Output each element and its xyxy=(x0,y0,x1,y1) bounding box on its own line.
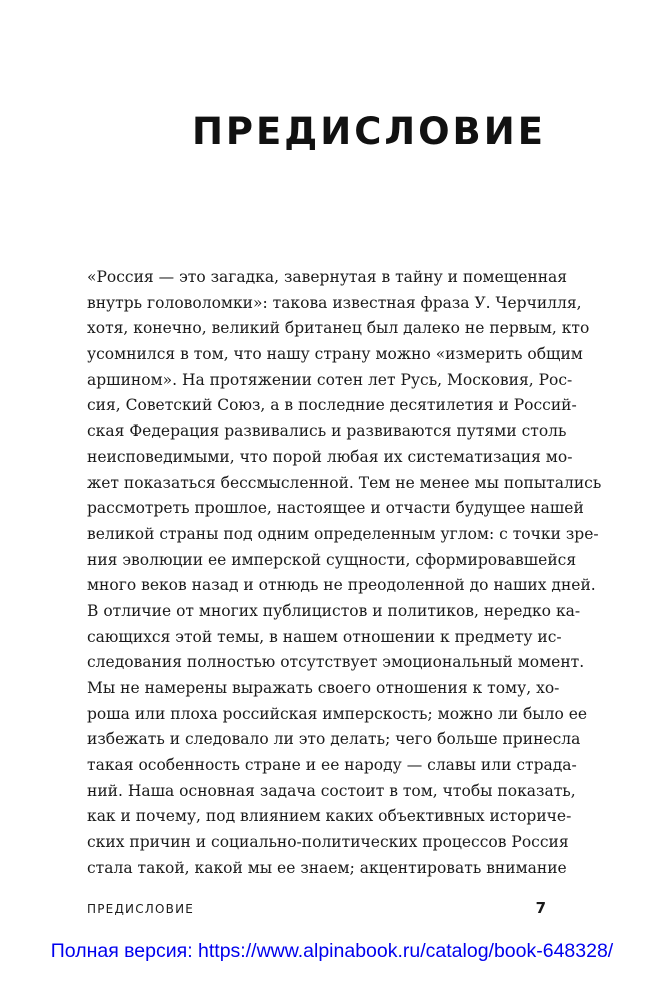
text-line-23: ских причин и социально-политических процессов Россия xyxy=(87,833,569,852)
text-line-7: ская Федерация развивались и развиваются путями столь xyxy=(87,422,567,441)
text-line-14: В отличие от многих публицистов и политиков, нередко ка- xyxy=(87,601,581,620)
text-line-9: жет показаться бессмысленной. Тем не менее мы попытались xyxy=(87,473,602,492)
text-line-18: роша или плоха российская имперскость; можно ли было ее xyxy=(87,704,588,723)
running-footer-title: ПРЕДИСЛОВИЕ xyxy=(87,902,195,916)
text-line-16: следования полностью отсутствует эмоциональный момент. xyxy=(87,653,585,672)
text-line-20: такая особенность стране и ее народу — славы или страда- xyxy=(87,756,577,775)
full-version-link[interactable]: Полная версия: https://www.alpinabook.ru/catalog/book-648328/ xyxy=(50,940,614,962)
text-line-8: неисповедимыми, что порой любая их систематизация мо- xyxy=(87,447,573,466)
text-line-15: сающихся этой темы, в нашем отношении к предмету ис- xyxy=(87,627,562,646)
text-line-19: избежать и следовало ли это делать; чего больше принесла xyxy=(87,730,581,749)
text-line-2: внутрь головоломки»: такова известная фраза У. Черчилля, xyxy=(87,293,582,312)
text-line-5: аршином». На протяжении сотен лет Русь, Московия, Рос- xyxy=(87,370,573,389)
text-line-1: «Россия — это загадка, завернутая в тайну и помещенная xyxy=(87,268,568,286)
text-line-11: великой страны под одним определенным углом: с точки зре- xyxy=(87,524,599,543)
text-line-17: Мы не намерены выражать своего отношения к тому, хо- xyxy=(87,679,560,697)
text-line-22: как и почему, под влиянием каких объективных историче- xyxy=(87,807,572,826)
text-line-4: усомнился в том, что нашу страну можно «измерить общим xyxy=(87,345,583,364)
text-line-13: много веков назад и отнюдь не преодоленной до наших дней. xyxy=(87,576,596,595)
chapter-title: ПРЕДИСЛОВИЕ xyxy=(191,110,546,153)
text-line-12: ния эволюции ее имперской сущности, сформировавшейся xyxy=(87,550,577,569)
text-line-10: рассмотреть прошлое, настоящее и отчасти будущее нашей xyxy=(87,499,584,518)
page-number: 7 xyxy=(535,899,546,917)
text-line-24: стала такой, какой мы ее знаем; акцентировать внимание xyxy=(87,858,567,877)
text-line-6: сия, Советский Союз, а в последние десятилетия и Россий- xyxy=(87,396,577,415)
text-line-21: ний. Наша основная задача состоит в том, чтобы показать, xyxy=(87,781,576,800)
body-text xyxy=(87,265,602,882)
text-line-3: хотя, конечно, великий британец был далеко не первым, кто xyxy=(87,319,590,338)
